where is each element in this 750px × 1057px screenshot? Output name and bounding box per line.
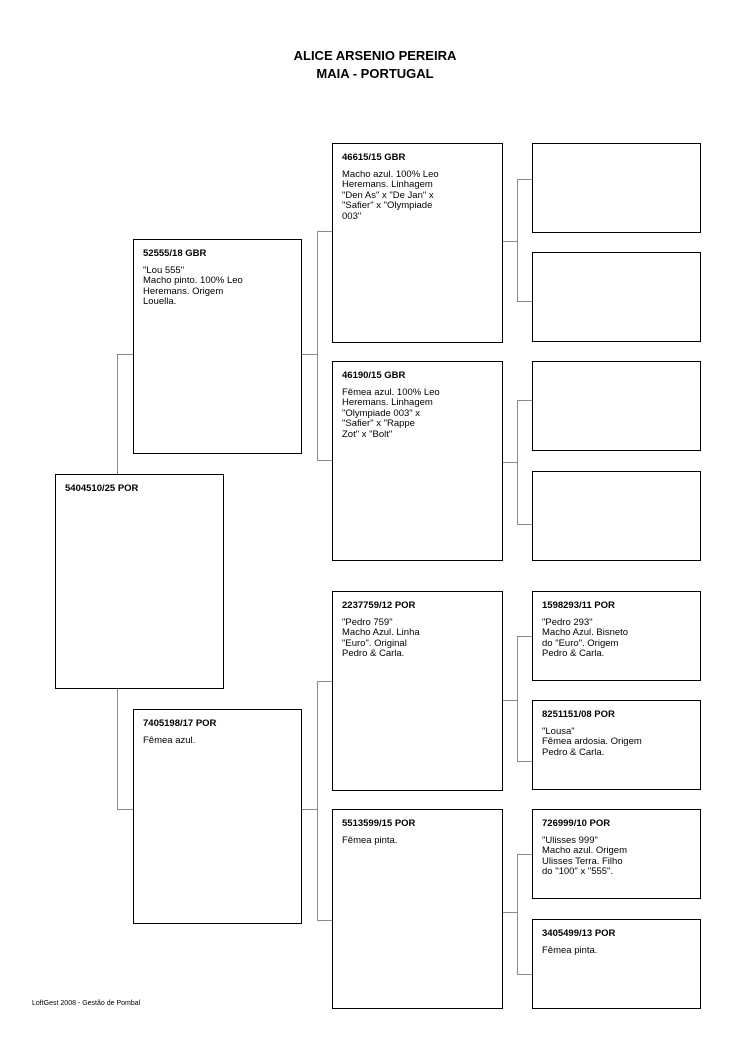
connector — [517, 636, 532, 637]
pigeon-card-dd-sire[interactable] — [532, 809, 701, 899]
pigeon-card-dd-dam[interactable] — [532, 919, 701, 1009]
owner-name: ALICE ARSENIO PEREIRA — [293, 48, 457, 63]
pigeon-card-sire-dam[interactable] — [332, 361, 503, 561]
connector — [517, 761, 532, 762]
pigeon-card-sd-sire[interactable] — [532, 361, 701, 451]
pigeon-card-ss-sire[interactable] — [532, 143, 701, 233]
ring-number: 8251151/08 POR — [542, 709, 615, 720]
pigeon-description: "Lou 555" Macho pinto. 100% Leo Heremans. Origem Louella. — [143, 264, 243, 308]
ring-number: 5513599/15 POR — [342, 818, 416, 829]
connector — [317, 460, 332, 461]
ring-number: 7405198/17 POR — [143, 718, 217, 729]
ring-number: 726999/10 POR — [542, 818, 611, 829]
connector — [317, 231, 318, 460]
ring-number: 46615/15 GBR — [342, 152, 406, 163]
pigeon-card-sd-dam[interactable] — [532, 471, 701, 561]
ring-number: 52555/18 GBR — [143, 248, 207, 259]
pigeon-description: "Pedro 759" Macho Azul. Linha "Euro". Original Pedro & Carla. — [342, 616, 420, 660]
connector — [517, 636, 518, 761]
owner-location: MAIA - PORTUGAL — [316, 66, 434, 81]
connector — [502, 912, 517, 913]
connector — [317, 920, 332, 921]
pigeon-card-ds-dam[interactable] — [532, 700, 701, 790]
pigeon-description: Fêmea azul. — [143, 734, 196, 746]
ring-number: 1598293/11 POR — [542, 600, 615, 611]
footer-credit: LoftGest 2008 - Gestão de Pombal — [32, 1000, 141, 1007]
pigeon-description: Fêmea pinta. — [542, 944, 598, 956]
connector — [502, 462, 517, 463]
connector — [517, 854, 532, 855]
pigeon-card-dam[interactable] — [133, 709, 302, 924]
connector — [317, 231, 332, 232]
ring-number: 46190/15 GBR — [342, 370, 406, 381]
connector — [517, 854, 518, 974]
connector — [502, 241, 517, 242]
pigeon-description: "Lousa" Fêmea ardosia. Origem Pedro & Carla. — [542, 725, 642, 758]
pigeon-card-dam-sire[interactable] — [332, 591, 503, 791]
connector — [517, 179, 532, 180]
pigeon-card-ss-dam[interactable] — [532, 252, 701, 342]
pigeon-card-dam-dam[interactable] — [332, 809, 503, 1009]
pigeon-description: "Pedro 293" Macho Azul. Bisneto do "Euro". Origem Pedro & Carla. — [542, 616, 629, 660]
pigeon-card-subject[interactable] — [55, 474, 224, 689]
ring-number: 2237759/12 POR — [342, 600, 416, 611]
ring-number: 5404510/25 POR — [65, 483, 139, 494]
pigeon-description: Macho azul. 100% Leo Heremans. Linhagem "Den As" x "De Jan" x "Safier" x "Olympiade 003" — [342, 168, 439, 222]
connector — [517, 179, 518, 301]
connector — [517, 524, 532, 525]
pigeon-description: Fêmea azul. 100% Leo Heremans. Linhagem "Olympiade 003" x "Safier" x "Rappe Zot" x "Bolt" — [342, 386, 440, 440]
connector — [301, 354, 317, 355]
connector — [517, 301, 532, 302]
ring-number: 3405499/13 POR — [542, 928, 616, 939]
connector — [317, 681, 332, 682]
connector — [502, 700, 517, 701]
pigeon-description: Fêmea pinta. — [342, 834, 398, 846]
pigeon-description: "Ulisses 999" Macho azul. Origem Ulisses Terra. Filho do "100" x "555". — [542, 834, 628, 878]
pigeon-card-ds-sire[interactable] — [532, 591, 701, 681]
connector — [117, 354, 133, 355]
pigeon-card-sire-sire[interactable] — [332, 143, 503, 343]
pigeon-card-sire[interactable] — [133, 239, 302, 454]
connector — [301, 809, 317, 810]
connector — [117, 809, 133, 810]
connector — [517, 974, 532, 975]
connector — [517, 400, 518, 524]
connector — [517, 400, 532, 401]
connector — [317, 681, 318, 920]
